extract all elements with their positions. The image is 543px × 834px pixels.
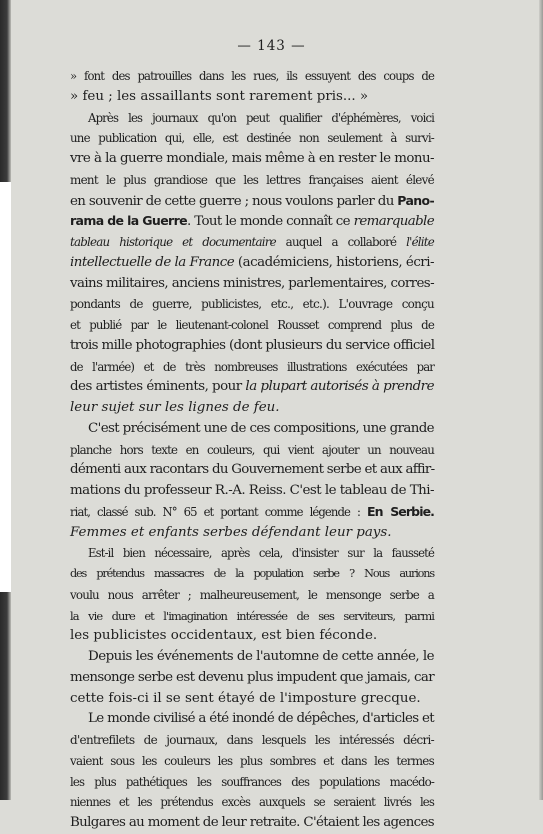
- text-line: [70, 523, 434, 544]
- text-line: [70, 564, 434, 585]
- bold-text: En Serbie.: [366, 503, 435, 519]
- text-segment: auquel a collaboré: [275, 235, 407, 249]
- text-line: [70, 253, 434, 274]
- text-segment: des artistes éminents, pour: [70, 379, 246, 395]
- text-segment: Depuis les événements de l'automne de cette année, le: [88, 649, 434, 664]
- text-segment: les publicistes occidentaux, est bien féconde.: [70, 628, 378, 644]
- bold-text: Pano-: [397, 192, 435, 208]
- text-segment: Bulgares au moment de leur retraite. C'étaient les agences: [70, 815, 434, 830]
- body-text: [70, 66, 434, 834]
- text-line: [70, 689, 434, 710]
- text-segment: » font des patrouilles dans les rues, ils essuyent des coups de: [70, 69, 434, 83]
- text-line: [70, 108, 434, 129]
- text-line: [70, 294, 434, 315]
- text-segment: de l'armée) et de très nombreuses illustrations exécutées par: [70, 359, 434, 374]
- text-segment: démenti aux racontars du Gouvernement serbe et aux affir-: [70, 462, 435, 478]
- text-segment: . Tout le monde connaît ce: [186, 214, 354, 230]
- text-line: [70, 709, 434, 730]
- text-segment: d'entrefilets de journaux, dans lesquels les intéressés décri-: [70, 733, 434, 747]
- text-line: [70, 751, 434, 772]
- text-segment: niennes et les prétendus excès auxquels se seraient livrés les: [70, 795, 434, 810]
- text-segment: mations du professeur R.-A. Reiss. C'est le tableau de Thi-: [70, 483, 434, 498]
- text-segment: les plus pathétiques les souffrances des populations macédo-: [70, 774, 434, 789]
- text-segment: riat, classé sub. N° 65 et portant comme légende :: [70, 504, 367, 519]
- text-segment: Après les journaux qu'on peut qualifier d'éphémères, voici: [88, 110, 434, 125]
- text-segment: cette fois-ci il se sent étayé de l'imposture grecque.: [70, 690, 421, 706]
- text-segment: et publié par le lieutenant-colonel Rousset comprend plus de: [70, 318, 434, 332]
- text-segment: mensonge serbe est devenu plus impudent que jamais, car: [70, 669, 434, 685]
- text-line: [70, 66, 434, 87]
- text-line: [70, 626, 434, 647]
- text-segment: en souvenir de cette guerre ; nous voulons parler du: [70, 193, 398, 209]
- italic-text: leur sujet sur les lignes de feu.: [70, 400, 280, 415]
- text-line: [70, 211, 434, 232]
- text-line: [70, 315, 434, 336]
- text-line: [70, 149, 434, 170]
- text-line: [70, 170, 434, 191]
- text-segment: vains militaires, anciens ministres, parlementaires, corres-: [70, 275, 434, 291]
- text-line: [70, 543, 434, 564]
- scan-edge-gap: [0, 182, 11, 592]
- text-line: [70, 813, 434, 834]
- text-segment: C'est précisément une de ces compositions, une grande: [88, 420, 434, 436]
- text-segment: Est-il bien nécessaire, après cela, d'insister sur la fausseté: [88, 546, 434, 561]
- text-line: [70, 87, 434, 108]
- italic-text: intellectuelle de la France: [70, 254, 235, 270]
- text-segment: Le monde civilisé a été inondé de dépêches, d'articles et: [88, 711, 434, 727]
- scan-right-edge: [539, 0, 543, 800]
- bold-text: rama de la Guerre: [70, 213, 187, 229]
- text-line: [70, 668, 434, 689]
- text-line: [70, 647, 434, 668]
- italic-text: Femmes et enfants serbes défendant leur pays.: [70, 524, 392, 540]
- text-segment: des prétendus massacres de la population serbe ? Nous aurions: [70, 567, 434, 580]
- text-segment: » feu ; les assaillants sont rarement pris... »: [70, 88, 369, 104]
- text-segment: une publication qui, elle, est destinée non seulement à survi-: [70, 131, 434, 146]
- text-line: [70, 274, 434, 295]
- text-line: [70, 191, 434, 212]
- text-segment: vre à la guerre mondiale, mais même à en rester le monu-: [70, 151, 434, 166]
- text-segment: (académiciens, historiens, écri-: [234, 254, 434, 270]
- text-line: [70, 128, 434, 149]
- italic-text: l'élite: [406, 235, 434, 249]
- scan-left-edge: [0, 0, 11, 800]
- text-line: [70, 606, 434, 627]
- text-line: [70, 502, 434, 523]
- text-segment: planche hors texte en couleurs, qui vient ajouter un nouveau: [70, 442, 434, 457]
- text-segment: pondants de guerre, publicistes, etc., etc.). L'ouvrage conçu: [70, 297, 434, 312]
- text-line: [70, 419, 434, 440]
- text-line: [70, 377, 434, 398]
- text-line: [70, 460, 434, 481]
- text-line: [70, 772, 434, 793]
- italic-text: la plupart autorisés à prendre: [245, 379, 434, 395]
- text-line: [70, 481, 434, 502]
- text-line: [70, 792, 434, 813]
- text-segment: ment le plus grandiose que les lettres françaises aient élevé: [70, 172, 434, 187]
- italic-text: remarquable: [353, 214, 434, 230]
- text-line: [70, 357, 434, 378]
- text-line: [70, 585, 434, 606]
- text-segment: vaient sous les couleurs les plus sombres et dans les termes: [70, 753, 434, 768]
- text-segment: voulu nous arrêter ; malheureusement, le mensonge serbe a: [70, 587, 434, 602]
- text-line: [70, 730, 434, 751]
- text-line: [70, 440, 434, 461]
- text-segment: trois mille photographies (dont plusieurs du service officiel: [70, 337, 435, 353]
- text-line: [70, 336, 434, 357]
- text-line: [70, 398, 434, 419]
- text-line: [70, 232, 434, 253]
- page-number: — 143 —: [237, 38, 306, 54]
- italic-text: tableau historique et documentaire: [70, 235, 276, 249]
- text-segment: la vie dure et l'imagination intéressée de ses serviteurs, parmi: [70, 608, 434, 623]
